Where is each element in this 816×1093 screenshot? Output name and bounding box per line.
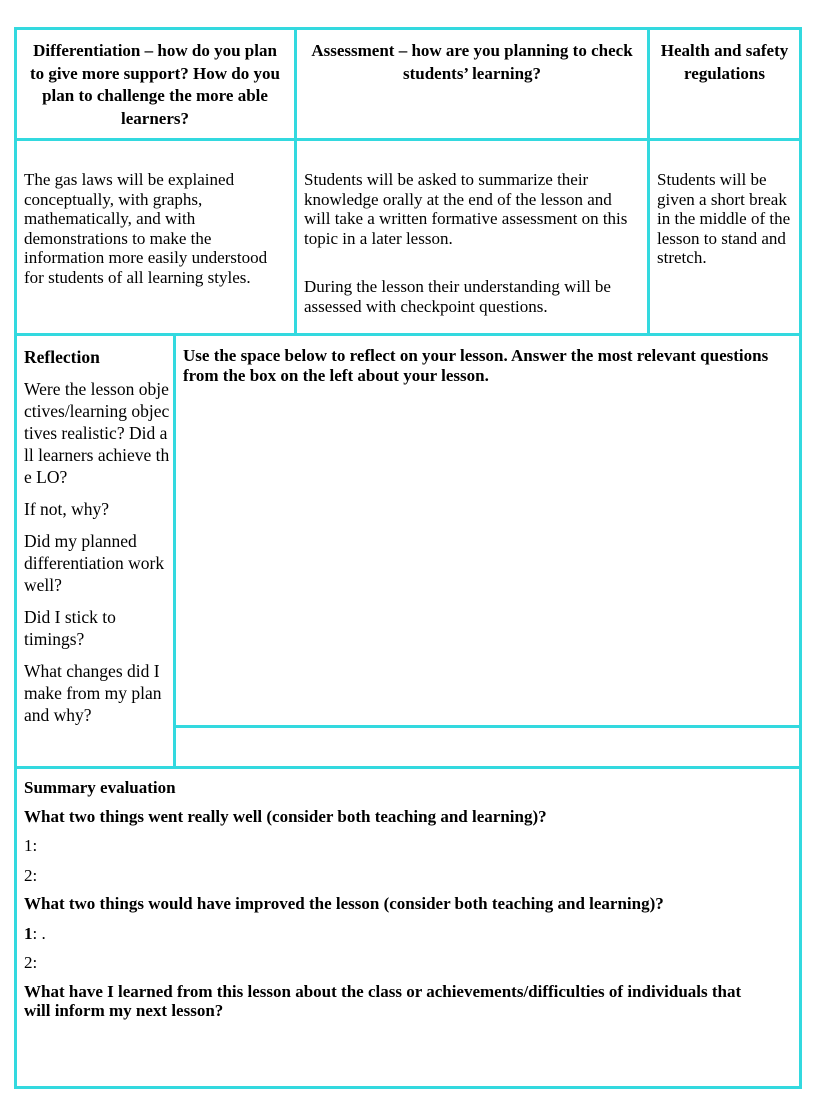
assessment-header: Assessment – how are you planning to check students’ learning? bbox=[311, 41, 633, 83]
reflection-instruction: Use the space below to reflect on your lesson. Answer the most relevant questions from the box on the left about your lesson. bbox=[183, 346, 769, 385]
border-right bbox=[799, 27, 802, 1089]
health-safety-text: Students will be given a short break in the middle of the lesson to stand and stretch. bbox=[657, 170, 791, 267]
border-reflection-inner bbox=[173, 725, 802, 728]
summary-answer-2-2[interactable]: 2: bbox=[24, 953, 38, 972]
border-col2 bbox=[647, 27, 650, 336]
reflection-question-4: Did I stick to timings? bbox=[24, 607, 116, 649]
reflection-column bbox=[24, 346, 170, 736]
summary-question-3: What have I learned from this lesson about the class or achievements/difficulties of individuals that will inform my next lesson? bbox=[24, 982, 742, 1020]
summary-answer-2-1-number: 1 bbox=[24, 924, 33, 943]
summary-title: Summary evaluation bbox=[24, 778, 176, 797]
summary-answer-1-2[interactable]: 2: bbox=[24, 866, 38, 885]
summary-question-1: What two things went really well (consider both teaching and learning)? bbox=[24, 807, 547, 826]
border-row3 bbox=[14, 766, 802, 769]
differentiation-text: The gas laws will be explained conceptually, with graphs, mathematically, and with demonstrations to make the information more easily understood for students of all learning styles. bbox=[24, 170, 268, 287]
summary-answer-2-1-text: : . bbox=[32, 924, 46, 943]
reflection-title: Reflection bbox=[24, 347, 100, 367]
reflection-question-1: Were the lesson objectives/learning objectives realistic? Did all learners achieve the LO? bbox=[24, 379, 170, 487]
differentiation-header: Differentiation – how do you plan to give more support? How do you plan to challenge the more able learners? bbox=[30, 41, 280, 128]
border-row1 bbox=[14, 138, 802, 141]
border-top bbox=[14, 27, 802, 30]
reflection-question-5: What changes did I make from my plan and why? bbox=[24, 661, 162, 725]
assessment-text-2: During the lesson their understanding will be assessed with checkpoint questions. bbox=[304, 277, 611, 316]
reflection-question-3: Did my planned differentiation work well? bbox=[24, 531, 165, 595]
reflection-question-2: If not, why? bbox=[24, 499, 110, 519]
assessment-text-1: Students will be asked to summarize their knowledge orally at the end of the lesson and will take a written formative assessment on this topic in a later lesson. bbox=[304, 170, 628, 248]
summary-answer-1-1[interactable]: 1: bbox=[24, 836, 38, 855]
summary-question-2: What two things would have improved the lesson (consider both teaching and learning)? bbox=[24, 894, 664, 913]
summary-section bbox=[24, 778, 794, 1078]
border-col1 bbox=[294, 27, 297, 336]
border-left bbox=[14, 27, 17, 1089]
border-bottom bbox=[14, 1086, 802, 1089]
summary-answer-2-1[interactable] bbox=[24, 924, 46, 944]
reflection-answer-area[interactable] bbox=[176, 390, 799, 725]
border-row2 bbox=[14, 333, 802, 336]
health-safety-header: Health and safety regulations bbox=[660, 41, 789, 83]
